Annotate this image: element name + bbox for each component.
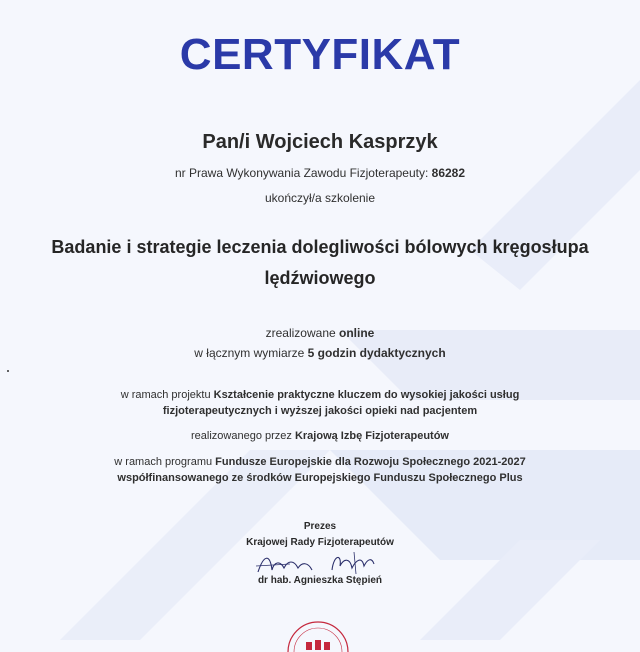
hours-value: 5 godzin dydaktycznych	[307, 346, 446, 360]
license-label: nr Prawa Wykonywania Zawodu Fizjoterapeuty:	[174, 166, 429, 180]
completed-text: ukończył/a szkolenie	[264, 191, 376, 205]
realized-prefix: realizowanego przez	[191, 430, 292, 442]
handwritten-signature	[250, 548, 380, 578]
recipient-name: Pan/i Wojciech Kasprzyk	[202, 131, 438, 153]
hours-line	[0, 346, 640, 360]
course-title	[40, 232, 600, 294]
course-title-line-2: lędźwiowego	[264, 268, 376, 288]
signer-role-1: Prezes	[303, 521, 337, 532]
signer-name: dr hab. Agnieszka Stępień	[257, 575, 383, 586]
project-line-1	[0, 388, 640, 403]
project-name-part-1: Kształcenie praktyczne kluczem do wysokiej jakości usług	[213, 389, 520, 401]
signer-role-2: Krajowej Rady Fizjoterapeutów	[246, 537, 394, 548]
project-line-2	[0, 404, 640, 419]
mode-prefix: zrealizowane	[265, 326, 336, 340]
cofinance-line	[0, 471, 640, 486]
license-line	[0, 166, 640, 180]
program-line	[0, 455, 640, 470]
organizer-name: Krajową Izbę Fizjoterapeutów	[294, 430, 449, 442]
program-name: Fundusze Europejskie dla Rozwoju Społecznego 2021-2027	[215, 456, 526, 468]
mode-line	[0, 326, 640, 340]
official-stamp	[278, 612, 358, 652]
license-number: 86282	[431, 166, 466, 180]
certificate-title: CERTYFIKAT	[179, 30, 461, 79]
hours-prefix: w łącznym wymiarze	[194, 346, 305, 360]
mode-value: online	[339, 326, 375, 340]
course-title-line-1: Badanie i strategie leczenia dolegliwości bólowych kręgosłupa	[51, 237, 589, 257]
organizer-line	[0, 429, 640, 444]
project-name-part-2: fizjoterapeutycznych i wyższej jakości opieki nad pacjentem	[162, 405, 478, 417]
cofinance-text: współfinansowanego ze środków Europejskiego Funduszu Społecznego Plus	[117, 472, 523, 484]
project-prefix: w ramach projektu	[120, 389, 211, 401]
program-prefix: w ramach programu	[114, 456, 213, 468]
